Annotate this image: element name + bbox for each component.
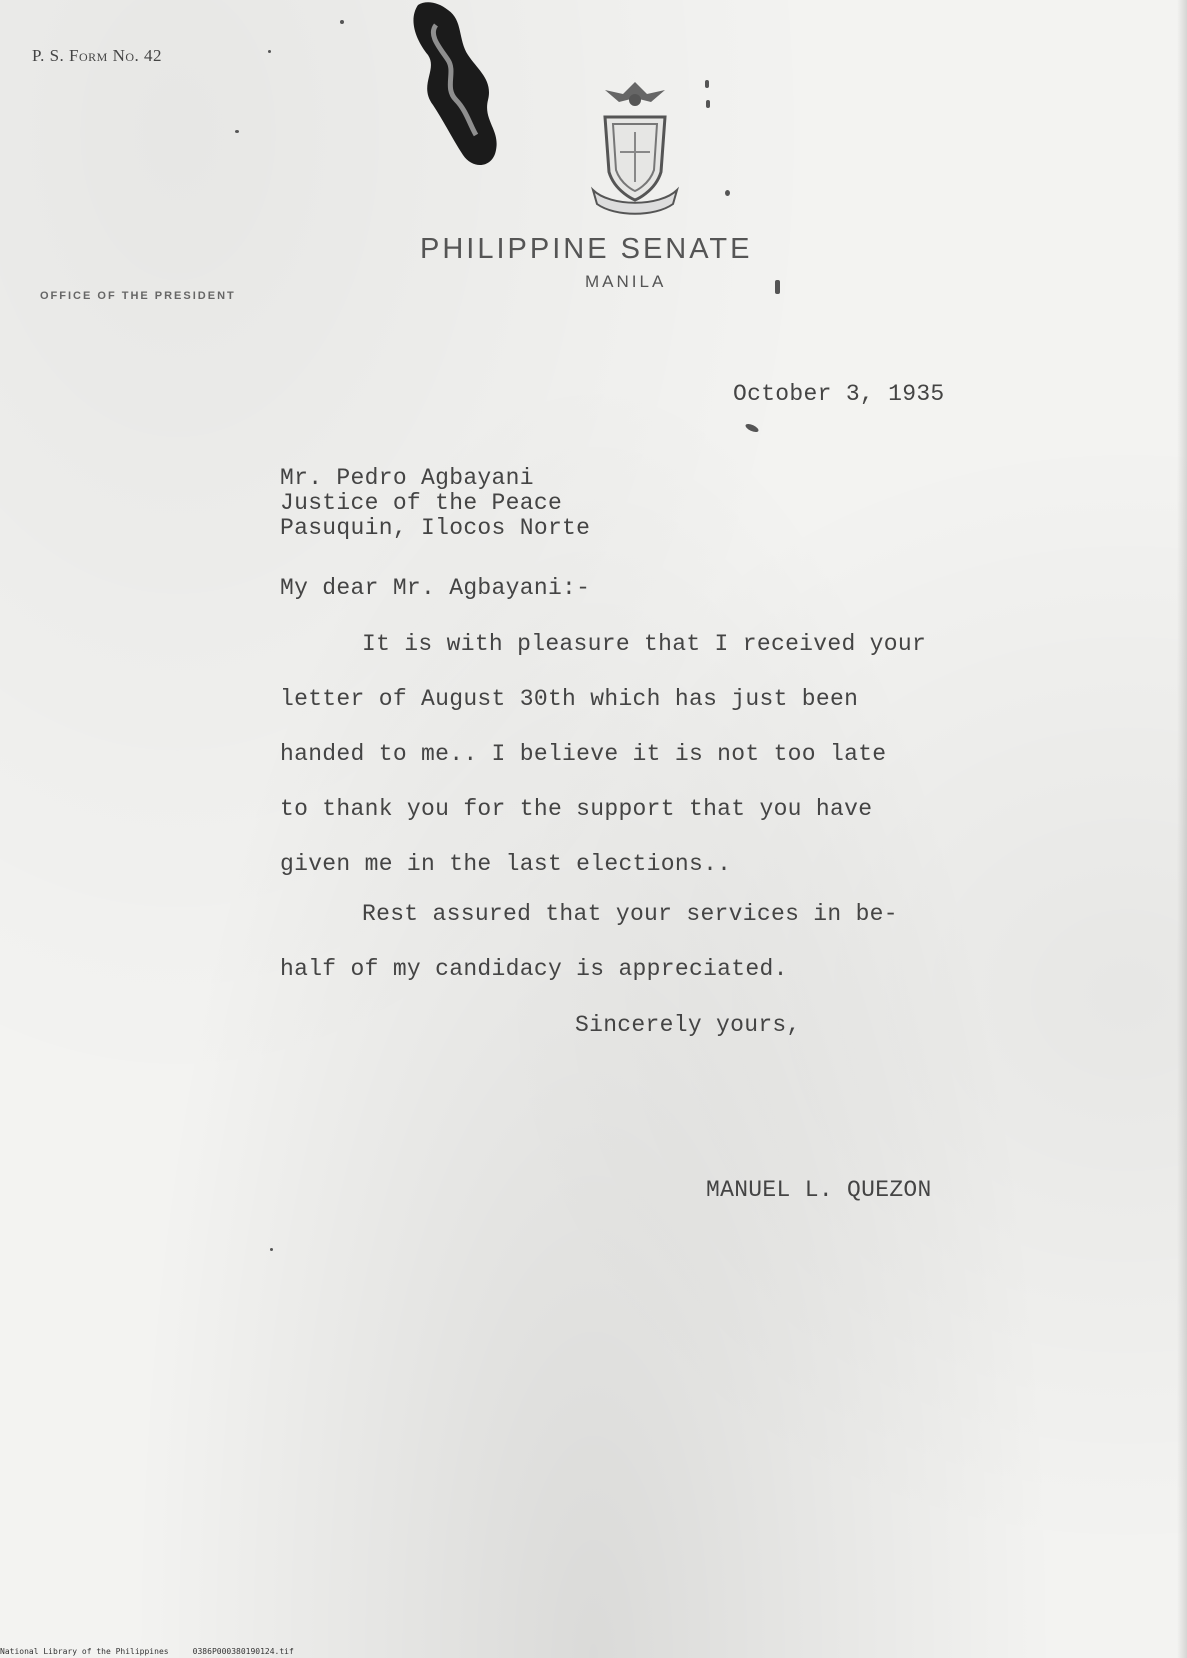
office-name: OFFICE OF THE PRESIDENT	[40, 290, 236, 302]
archive-file: 0386P000380190124.tif	[192, 1647, 294, 1656]
archive-footer	[0, 1647, 294, 1657]
paragraph-1-line: to thank you for the support that you have	[280, 796, 873, 822]
senate-seal-icon	[575, 72, 695, 227]
archive-name: National Library of the Philippines	[0, 1647, 169, 1656]
recipient-name: Mr. Pedro Agbayani	[280, 465, 534, 491]
signature-name: MANUEL L. QUEZON	[706, 1177, 932, 1203]
ink-speck	[706, 100, 710, 108]
paragraph-1-line: letter of August 30th which has just been	[280, 686, 859, 712]
ink-speck	[775, 280, 780, 294]
ink-blot	[398, 0, 508, 175]
salutation: My dear Mr. Agbayani:-	[280, 575, 591, 601]
paragraph-2-line: Rest assured that your services in be-	[362, 901, 898, 927]
paragraph-1-line: given me in the last elections..	[280, 851, 732, 877]
paragraph-2	[280, 887, 898, 997]
scan-edge-shadow	[1177, 0, 1187, 1658]
ink-speck	[705, 80, 709, 88]
ink-speck	[725, 190, 730, 196]
recipient-location: Pasuquin, Ilocos Norte	[280, 515, 591, 541]
paragraph-1	[280, 617, 926, 892]
recipient-address	[280, 466, 590, 541]
institution-city: MANILA	[585, 272, 667, 291]
ink-speck	[268, 50, 271, 53]
ink-speck	[270, 1248, 273, 1251]
paragraph-1-line: handed to me.. I believe it is not too late	[280, 741, 887, 767]
closing: Sincerely yours,	[575, 1012, 801, 1038]
ink-speck	[340, 20, 344, 24]
paragraph-1-line: It is with pleasure that I received your	[362, 631, 927, 657]
paragraph-2-line: half of my candidacy is appreciated.	[280, 956, 788, 982]
institution-name: PHILIPPINE SENATE	[420, 233, 753, 265]
form-number: P. S. Form No. 42	[32, 46, 163, 65]
ink-speck	[744, 422, 759, 433]
recipient-title: Justice of the Peace	[280, 490, 563, 516]
ink-speck	[235, 130, 239, 133]
letter-date: October 3, 1935	[733, 381, 945, 407]
